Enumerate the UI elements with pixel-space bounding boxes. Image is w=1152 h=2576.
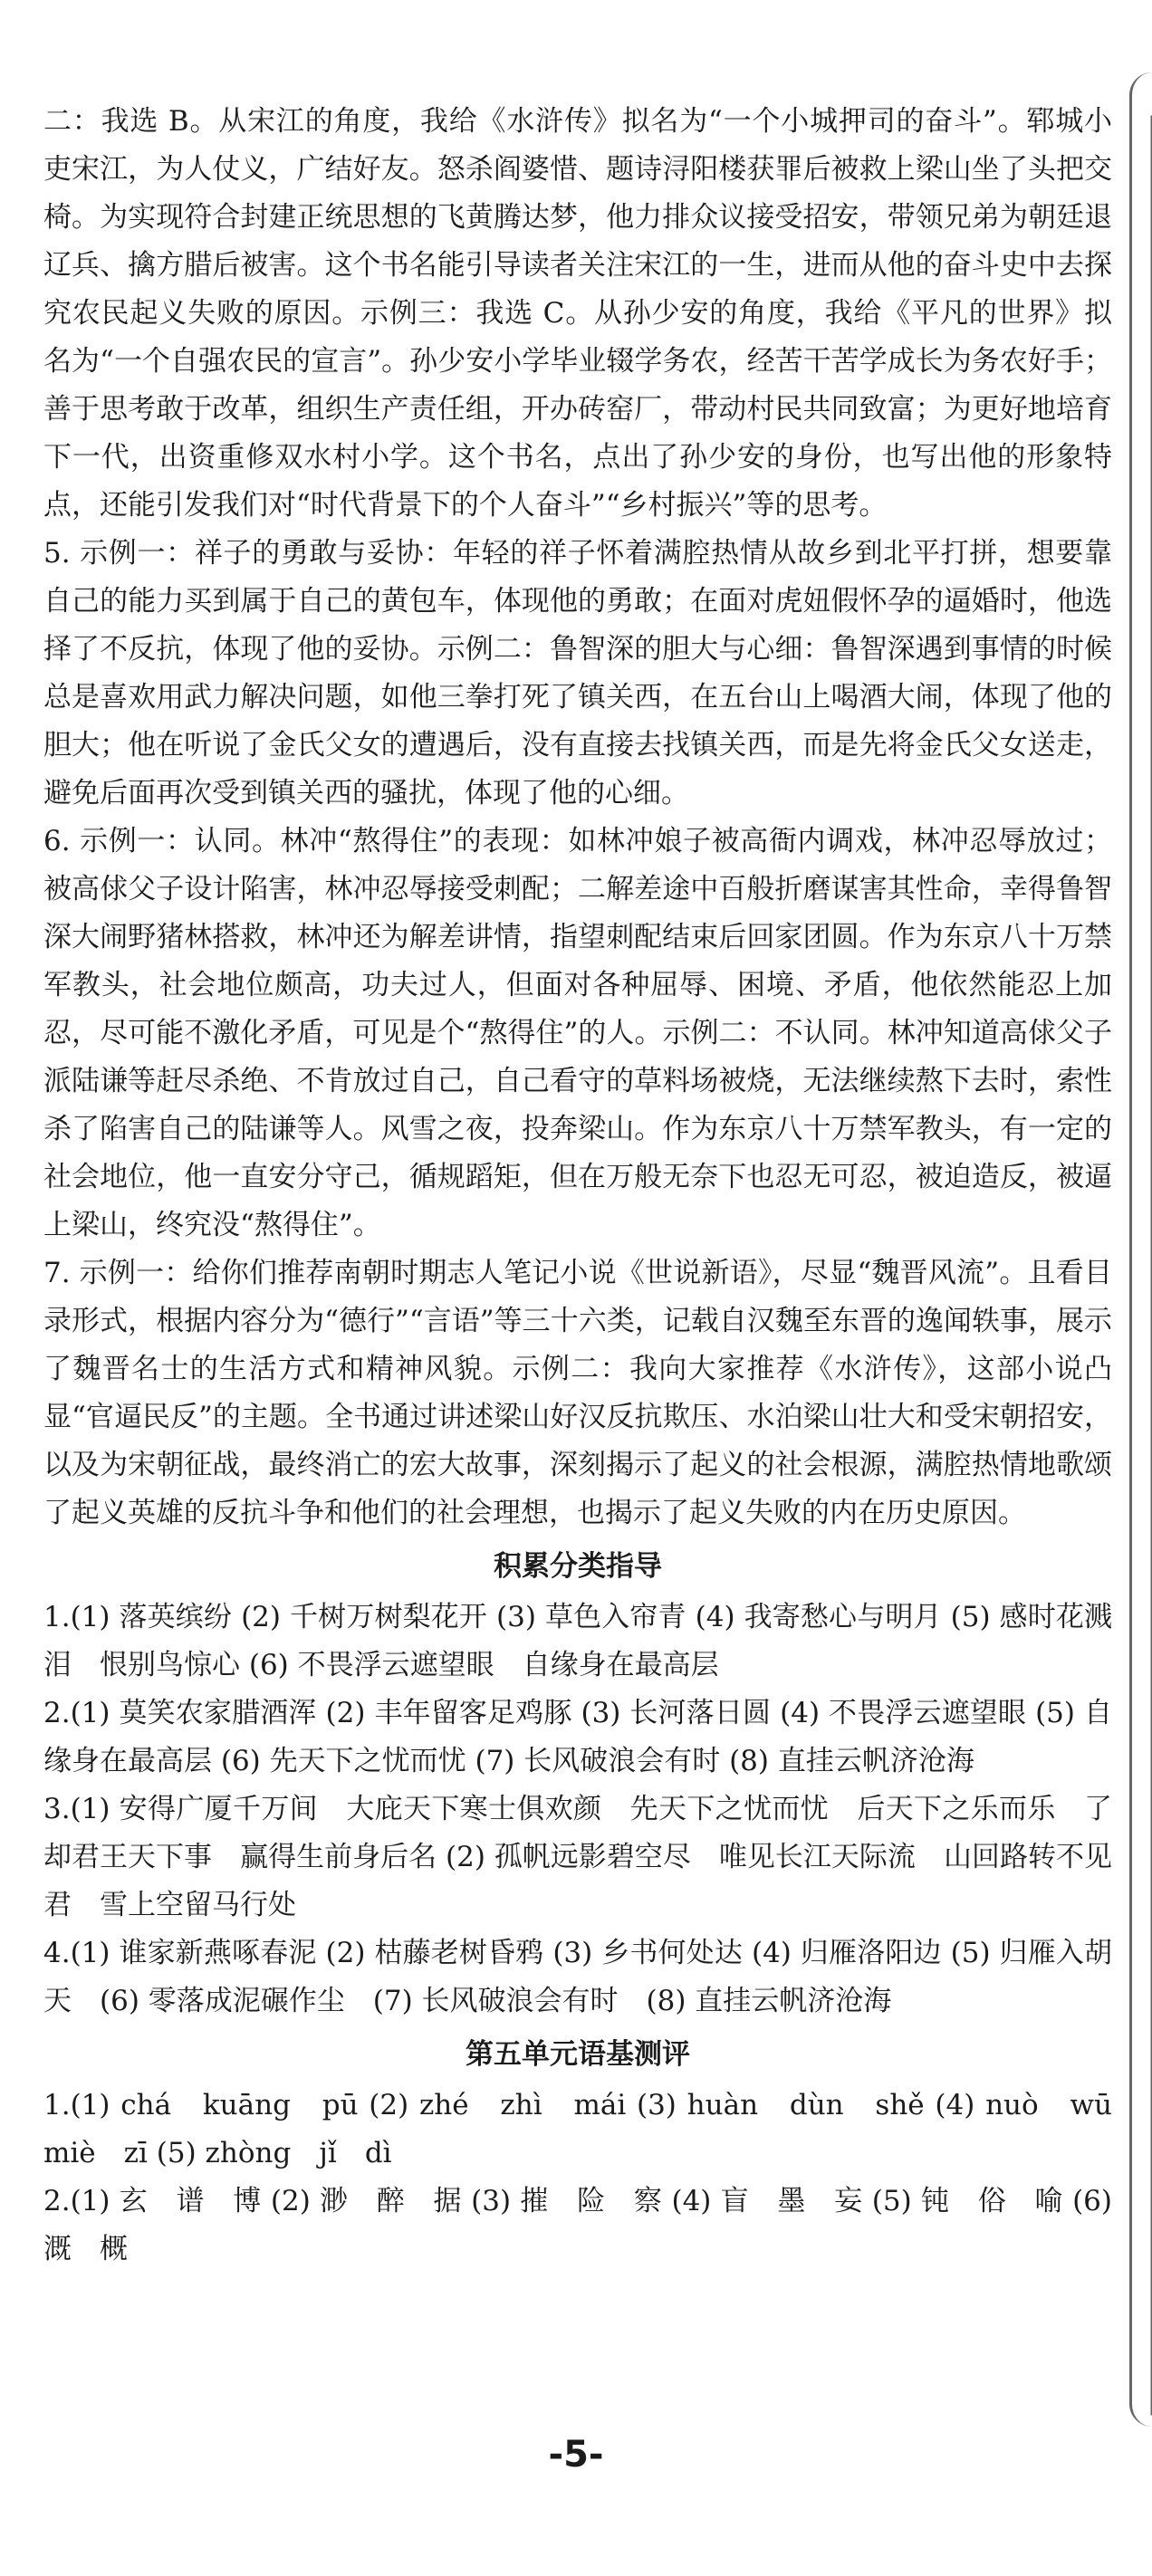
accumulation-item-3: 3.(1) 安得广厦千万间 大庇天下寒士俱欢颜 先天下之忧而忧 后天下之乐而乐 了却君王天下事 赢得生前身后名 (2) 孤帆远影碧空尽 唯见长江天际流 山回路转不见君 雪上空留马行处	[43, 1793, 1112, 1921]
accumulation-item-2: 2.(1) 莫笑农家腊酒浑 (2) 丰年留客足鸡豚 (3) 长河落日圆 (4) 不畏浮云遮望眼 (5) 自缘身在最高层 (6) 先天下之忧而忧 (7) 长风破浪会有时 (8) 直挂云帆济沧海	[43, 1697, 1112, 1777]
paragraph-2-continued: 二：我选 B。从宋江的角度，我给《水浒传》拟名为“一个小城押司的奋斗”。郓城小吏宋江，为人仗义，广结好友。怒杀阎婆惜、题诗浔阳楼获罪后被救上梁山坐了头把交椅。为实现符合封建正统思想的飞黄腾达梦，他力排众议接受招安，带领兄弟为朝廷退辽兵、擒方腊后被害。这个书名能引导读者关注宋江的一生，进而从他的奋斗史中去探究农民起义失败的原因。示例三：我选 C。从孙少安的角度，我给《平凡的世界》拟名为“一个自强农民的宣言”。孙少安小学毕业辍学务农，经苦干苦学成长为务农好手；善于思考敢于改革，组织生产责任组，开办砖窑厂，带动村民共同致富；为更好地培育下一代，出资重修双水村小学。这个书名，点出了孙少安的身份，也写出他的形象特点，还能引发我们对“时代背景下的个人奋斗”“乡村振兴”等的思考。	[43, 105, 1112, 522]
paragraph-7: 7. 示例一：给你们推荐南朝时期志人笔记小说《世说新语》，尽显“魏晋风流”。且看目录形式，根据内容分为“德行”“言语”等三十六类，记载自汉魏至东晋的逸闻轶事，展示了魏晋名士的生活方式和精神风貌。示例二：我向大家推荐《水浒传》，这部小说凸显“官逼民反”的主题。全书通过讲述梁山好汉反抗欺压、水泊梁山壮大和受宋朝招安，以及为宋朝征战，最终消亡的宏大故事，深刻揭示了起义的社会根源，满腔热情地歌颂了起义英雄的反抗斗争和他们的社会理想，也揭示了起义失败的内在历史原因。	[43, 1257, 1112, 1529]
unit5-item-1: 1.(1) chá kuāng pū (2) zhé zhì mái (3) huàn dùn shě (4) nuò wū miè zī (5) zhòng jǐ dì	[43, 2089, 1140, 2169]
answer-text	[43, 98, 1140, 2274]
accumulation-item-1: 1.(1) 落英缤纷 (2) 千树万树梨花开 (3) 草色入帘青 (4) 我寄愁心与明月 (5) 感时花溅泪 恨别鸟惊心 (6) 不畏浮云遮望眼 自缘身在最高层	[43, 1601, 1112, 1681]
section-heading-accumulation: 积累分类指导	[494, 1550, 662, 1583]
section-heading-unit5: 第五单元语基测评	[466, 2038, 690, 2071]
page-curl-edge	[1129, 72, 1152, 2427]
unit5-item-2: 2.(1) 玄 谱 博 (2) 渺 醉 据 (3) 摧 险 察 (4) 盲 墨 妄 (5) 钝 俗 喻 (6) 溉 概	[43, 2185, 1112, 2265]
page-number: -5-	[548, 2434, 604, 2475]
paragraph-5: 5. 示例一：祥子的勇敢与妥协：年轻的祥子怀着满腔热情从故乡到北平打拼，想要靠自己的能力买到属于自己的黄包车，体现他的勇敢；在面对虎妞假怀孕的逼婚时，他选择了不反抗，体现了他的妥协。示例二：鲁智深的胆大与心细：鲁智深遇到事情的时候总是喜欢用武力解决问题，如他三拳打死了镇关西，在五台山上喝酒大闹，体现了他的胆大；他在听说了金氏父女的遭遇后，没有直接去找镇关西，而是先将金氏父女送走，避免后面再次受到镇关西的骚扰，体现了他的心细。	[43, 537, 1112, 809]
accumulation-item-4: 4.(1) 谁家新燕啄春泥 (2) 枯藤老树昏鸦 (3) 乡书何处达 (4) 归雁洛阳边 (5) 归雁入胡天 (6) 零落成泥碾作尘 (7) 长风破浪会有时 (8) 直挂云帆济沧海	[43, 1937, 1112, 2017]
paragraph-6: 6. 示例一：认同。林冲“熬得住”的表现：如林冲娘子被高衙内调戏，林冲忍辱放过；被高俅父子设计陷害，林冲忍辱接受刺配；二解差途中百般折磨谋害其性命，幸得鲁智深大闹野猪林搭救，林冲还为解差讲情，指望刺配结束后回家团圆。作为东京八十万禁军教头，社会地位颇高，功夫过人，但面对各种屈辱、困境、矛盾，他依然能忍上加忍，尽可能不激化矛盾，可见是个“熬得住”的人。示例二：不认同。林冲知道高俅父子派陆谦等赶尽杀绝、不肯放过自己，自己看守的草料场被烧，无法继续熬下去时，索性杀了陷害自己的陆谦等人。风雪之夜，投奔梁山。作为东京八十万禁军教头，有一定的社会地位，他一直安分守己，循规蹈矩，但在万般无奈下也忍无可忍，被迫造反，被逼上梁山，终究没“熬得住”。	[43, 825, 1112, 1241]
